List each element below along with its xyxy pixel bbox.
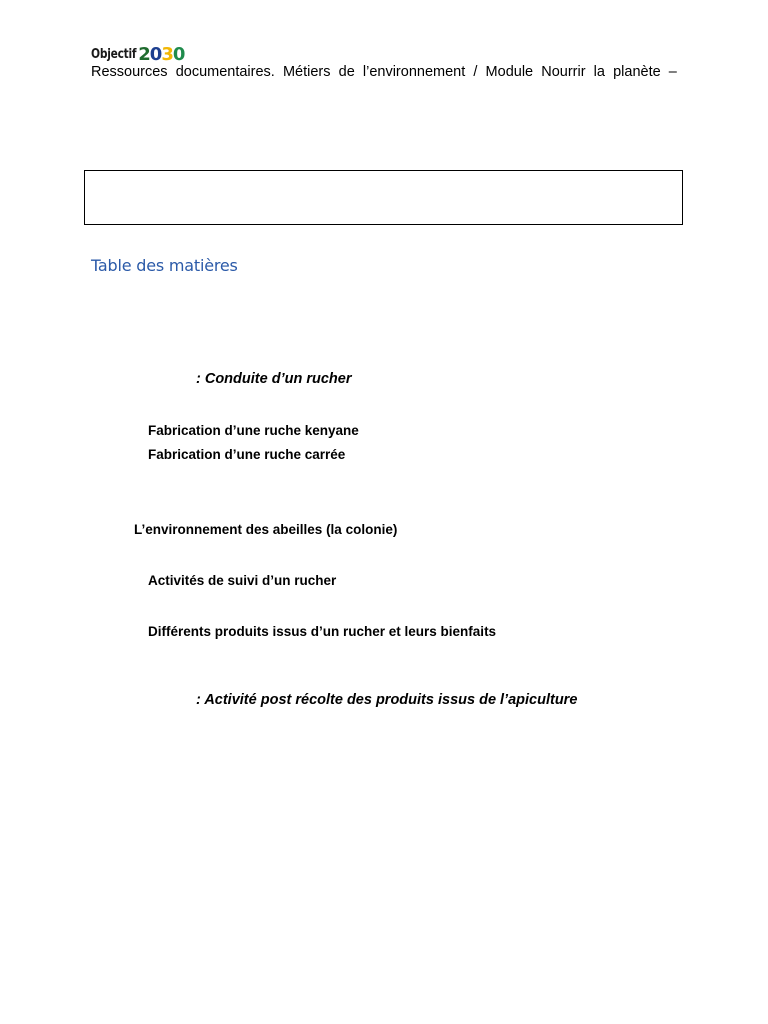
header-word: l’environnement	[362, 64, 466, 80]
logo-digit: 2	[138, 43, 150, 65]
header-word: planète	[613, 64, 661, 80]
header-word: Ressources	[91, 64, 168, 80]
toc-entry[interactable]: Fabrication d’une ruche carrée	[148, 447, 346, 462]
header-word: documentaires.	[175, 64, 275, 80]
header-word: /	[473, 64, 478, 80]
title-box	[84, 170, 683, 225]
header-word: de	[338, 64, 355, 80]
header-word: –	[668, 64, 677, 80]
header-word: Métiers	[282, 64, 331, 80]
toc-entry[interactable]: L’environnement des abeilles (la colonie)	[134, 522, 398, 537]
logo-digit: 0	[149, 43, 162, 65]
toc-entry[interactable]: : Activité post récolte des produits issus de l’apiculture	[196, 692, 578, 708]
logo-year	[138, 44, 184, 65]
toc-entry[interactable]: : Conduite d’un rucher	[196, 371, 352, 387]
objectif-2030-logo	[91, 44, 184, 64]
header-word: Module	[485, 64, 534, 80]
toc-title: Table des matières	[91, 256, 238, 275]
document-header	[91, 64, 677, 80]
logo-digit: 0	[172, 43, 185, 65]
logo-digit: 3	[161, 43, 173, 65]
header-word: Nourrir	[541, 64, 586, 80]
header-word: la	[593, 64, 605, 80]
toc-entry[interactable]: Fabrication d’une ruche kenyane	[148, 423, 359, 438]
toc-entry[interactable]: Activités de suivi d’un rucher	[148, 573, 337, 588]
logo-word: Objectif	[91, 46, 137, 62]
toc-entry[interactable]: Différents produits issus d’un rucher et leurs bienfaits	[148, 624, 497, 639]
